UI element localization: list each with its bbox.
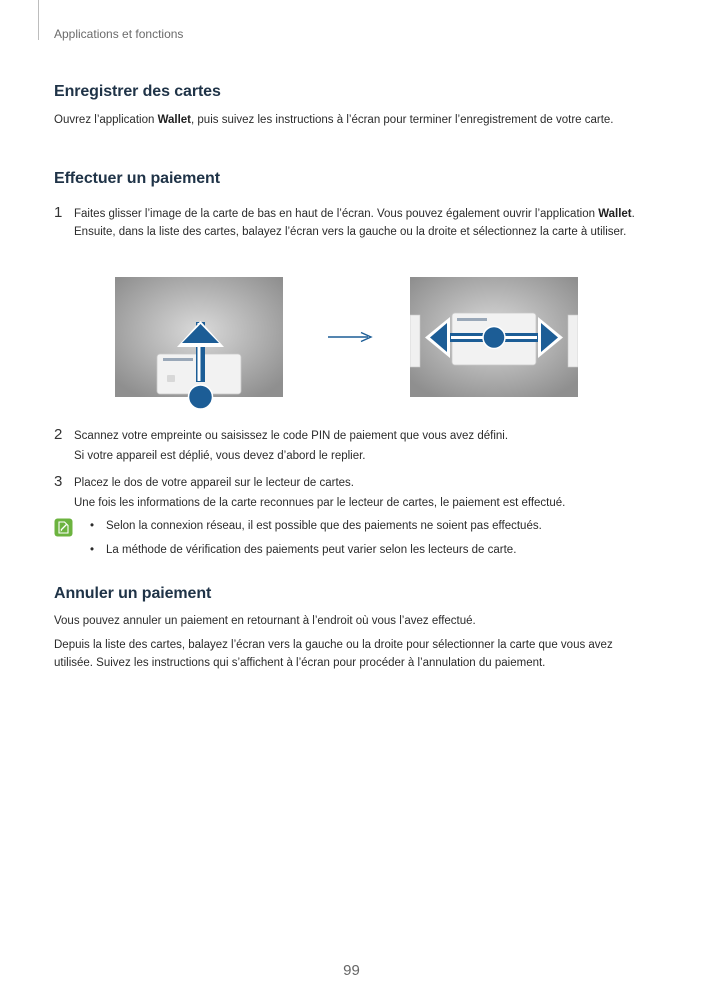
note-item-2: • La méthode de vérification des paiements peut varier selon les lecteurs de carte. [90, 544, 517, 556]
section-enregistrer-text: Ouvrez l’application Wallet, puis suivez les instructions à l’écran pour terminer l’enregistrement de votre carte. [54, 114, 614, 126]
section-title-enregistrer: Enregistrer des cartes [54, 83, 221, 100]
step-1 [54, 206, 654, 241]
swipe-sideways-illustration [410, 277, 578, 397]
step-1-number: 1 [54, 204, 63, 221]
note-item-1: • Selon la connexion réseau, il est possible que des paiements ne soient pas effectués. [90, 520, 542, 532]
section-title-effectuer: Effectuer un paiement [54, 170, 220, 187]
step-3 [54, 475, 654, 512]
section-annuler-para-1: Vous pouvez annuler un paiement en retournant à l’endroit où vous l’avez effectué. [54, 615, 476, 627]
step-2 [54, 428, 654, 465]
section-annuler-para-2: Depuis la liste des cartes, balayez l’écran vers la gauche ou la droite pour sélectionner la carte que vous avez utilisée. Suivez les instructions qui s’affichent à l’écran pour procéder à l’annulation du paiement. [54, 639, 613, 669]
section-title-annuler: Annuler un paiement [54, 585, 212, 602]
running-title: Applications et fonctions [54, 27, 184, 41]
note-icon [54, 518, 73, 537]
swipe-up-illustration [115, 277, 285, 409]
header-rule [38, 0, 39, 40]
arrow-right-icon [328, 331, 374, 343]
wallet-app-name: Wallet [157, 114, 192, 126]
step-3-line-1: Placez le dos de votre appareil sur le lecteur de cartes. [74, 477, 354, 489]
wallet-app-name: Wallet [598, 208, 632, 220]
step-3-number: 3 [54, 473, 63, 490]
step-3-line-2: Une fois les informations de la carte reconnues par le lecteur de cartes, le paiement est effectué. [74, 496, 566, 509]
step-1-text: Faites glisser l’image de la carte de bas en haut de l’écran. Vous pouvez également ouvrir l’application Wallet. Ensuite, dans la liste des cartes, balayez l’écran vers la gauche ou la droite et sélectionnez la carte à utiliser. [74, 208, 635, 238]
step-2-line-1: Scannez votre empreinte ou saisissez le code PIN de paiement que vous avez défini. [74, 430, 509, 442]
step-2-number: 2 [54, 426, 63, 443]
step-2-line-2: Si votre appareil est déplié, vous devez d’abord le replier. [74, 449, 366, 462]
page-number: 99 [343, 962, 360, 979]
